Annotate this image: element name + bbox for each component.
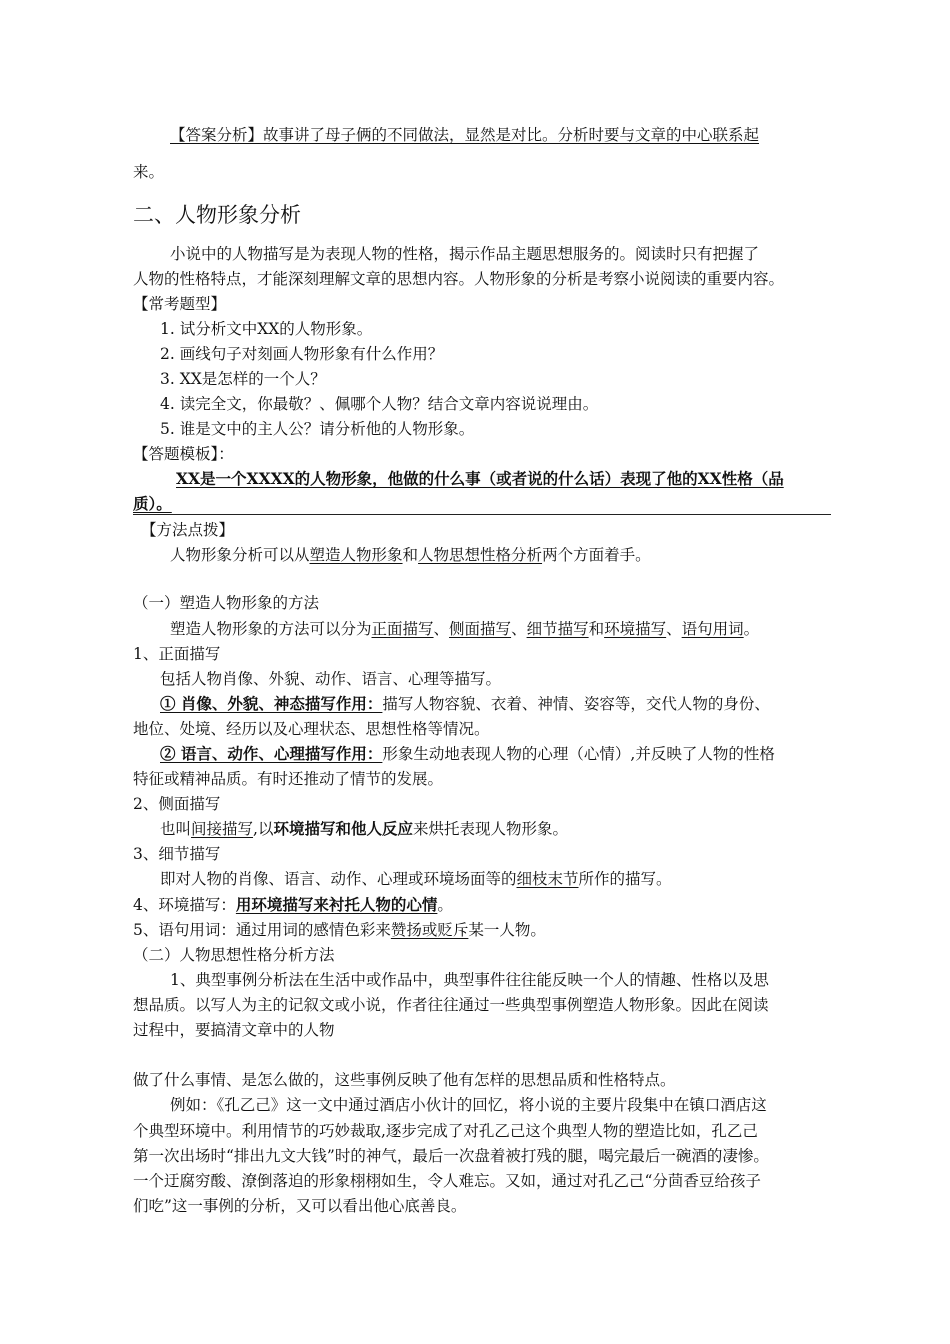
point-label: ① 肖像、外貌、神态描写作用： bbox=[160, 694, 383, 713]
point-label: ② 语言、动作、心理描写作用： bbox=[160, 744, 383, 763]
underlined-term: 人物思想性格分析 bbox=[418, 546, 543, 564]
text-span: 、 bbox=[433, 620, 450, 638]
text-span: 、 bbox=[666, 620, 682, 638]
text-span: 。 bbox=[743, 620, 760, 638]
subsection-point-cont: 地位、处境、经历以及心理状态、思想性格等情况。 bbox=[133, 720, 490, 738]
method-label: 【方法点拨】 bbox=[141, 521, 235, 539]
intro-line: 小说中的人物描写是为表现人物的性格，揭示作品主题思想服务的。阅读时只有把握了 bbox=[170, 245, 760, 263]
template-label: 【答题模板】： bbox=[133, 445, 234, 463]
example-paragraph-line: 一个迂腐穷酸、潦倒落迫的形象栩栩如生，令人难忘。又如，通过对孔乙己“分茴香豆给孩子 bbox=[133, 1172, 761, 1190]
text-span: 塑造人物形象的方法可以分为 bbox=[170, 620, 372, 638]
common-type-item: 1. 试分析文中XX的人物形象。 bbox=[160, 320, 373, 338]
text-span: 两个方面着手。 bbox=[542, 546, 651, 564]
part2-paragraph-line: 过程中，要搞清文章中的人物 bbox=[133, 1021, 335, 1039]
subsection-point bbox=[160, 695, 770, 714]
common-type-item: 3. XX是怎样的一个人？ bbox=[160, 370, 326, 388]
subsection-line bbox=[133, 921, 546, 940]
part2-heading: （二）人物思想性格分析方法 bbox=[133, 946, 335, 964]
part1-heading: （一）塑造人物形象的方法 bbox=[133, 594, 320, 612]
subsection-title: 2、侧面描写 bbox=[133, 795, 221, 813]
section-heading: 二、人物形象分析 bbox=[133, 203, 301, 227]
intro-line: 人物的性格特点，才能深刻理解文章的思想内容。人物形象的分析是考察小说阅读的重要内容。 bbox=[133, 270, 785, 288]
underlined-term: 塑造人物形象 bbox=[309, 546, 403, 564]
method-term: 侧面描写 bbox=[449, 620, 512, 638]
underlined-term: 细枝末节 bbox=[516, 870, 579, 888]
text-span: 和 bbox=[402, 546, 419, 564]
part1-intro bbox=[170, 620, 759, 639]
example-paragraph-line: 们吃”这一事例的分析，又可以看出他心底善良。 bbox=[133, 1197, 467, 1215]
answer-analysis-line: 来。 bbox=[133, 163, 165, 181]
method-term: 语句用词 bbox=[681, 620, 744, 638]
bold-term: 环境描写和他人反应 bbox=[273, 819, 413, 838]
text-span: 描写人物容貌、衣着、神情、姿容等，交代人物的身份、 bbox=[382, 695, 770, 713]
example-paragraph-line: 例如：《孔乙己》这一文中通过酒店小伙计的回忆，将小说的主要片段集中在镇口酒店这 bbox=[170, 1096, 767, 1114]
text-span: 即对人物的肖像、语言、动作、心理或环境场面等的 bbox=[160, 870, 517, 888]
underlined-term: 用环境描写来衬托人物的心情 bbox=[235, 895, 438, 914]
subsection-title: 1、正面描写 bbox=[133, 645, 221, 663]
subsection-body bbox=[160, 870, 672, 889]
method-term: 正面描写 bbox=[371, 620, 434, 638]
text-span: 形象生动地表现人物的心理（心情）,并反映了人物的性格 bbox=[382, 745, 775, 763]
underlined-term: 间接描写 bbox=[191, 820, 254, 838]
text-span: 5、语句用词：通过用词的感情色彩来 bbox=[133, 921, 391, 939]
subsection-point bbox=[160, 745, 775, 764]
template-line: XX是一个XXXX的人物形象，他做的什么事（或者说的什么话）表现了他的XX性格（品 bbox=[176, 469, 784, 488]
divider-line bbox=[133, 514, 831, 515]
subsection-body bbox=[160, 820, 568, 839]
method-term: 环境描写 bbox=[604, 620, 667, 638]
subsection-line bbox=[133, 896, 453, 915]
part2-paragraph-line: 1、典型事例分析法在生活中或作品中，典型事件往往能反映一个人的情趣、性格以及思 bbox=[170, 971, 769, 989]
subsection-point-cont: 特征或精神品质。有时还推动了情节的发展。 bbox=[133, 770, 444, 788]
common-type-item: 2. 画线句子对刻画人物形象有什么作用？ bbox=[160, 345, 444, 363]
text-span: 来烘托表现人物形象。 bbox=[412, 820, 568, 838]
method-paragraph bbox=[170, 546, 651, 565]
text-span: 也叫 bbox=[160, 820, 192, 838]
part2-paragraph-line: 想品质。以写人为主的记叙文或小说，作者往往通过一些典型事例塑造人物形象。因此在阅读 bbox=[133, 996, 769, 1014]
text-span: 人物形象分析可以从 bbox=[170, 546, 310, 564]
text-span: 所作的描写。 bbox=[578, 870, 672, 888]
text-span: 。 bbox=[437, 896, 453, 914]
common-type-item: 5. 谁是文中的主人公？请分析他的人物形象。 bbox=[160, 420, 475, 438]
text-span: 某一人物。 bbox=[468, 921, 546, 939]
text-span: 4、环境描写： bbox=[133, 896, 236, 914]
template-line: 质）。 bbox=[133, 494, 172, 513]
common-type-item: 4. 读完全文，你最敬？、佩哪个人物？结合文章内容说说理由。 bbox=[160, 395, 599, 413]
text-span: ,以 bbox=[253, 820, 274, 838]
subsection-title: 3、细节描写 bbox=[133, 845, 221, 863]
text-span: 和 bbox=[588, 620, 605, 638]
subsection-body: 包括人物肖像、外貌、动作、语言、心理等描写。 bbox=[160, 670, 502, 688]
common-types-label: 【常考题型】 bbox=[133, 295, 227, 313]
part2-paragraph-line: 做了什么事情、是怎么做的，这些事例反映了他有怎样的思想品质和性格特点。 bbox=[133, 1071, 676, 1089]
answer-analysis-line: 【答案分析】故事讲了母子俩的不同做法，显然是对比。分析时要与文章的中心联系起 bbox=[170, 126, 760, 144]
example-paragraph-line: 第一次出场时“排出九文大钱”时的神气，最后一次盘着被打残的腿，喝完最后一碗酒的凄惨。 bbox=[133, 1147, 769, 1165]
method-term: 细节描写 bbox=[526, 620, 589, 638]
text-span: 、 bbox=[511, 620, 527, 638]
example-paragraph-line: 个典型环境中。利用情节的巧妙裁取,逐步完成了对孔乙己这个典型人物的塑造比如，孔乙己 bbox=[133, 1122, 758, 1140]
underlined-term: 赞扬或贬斥 bbox=[390, 921, 469, 939]
